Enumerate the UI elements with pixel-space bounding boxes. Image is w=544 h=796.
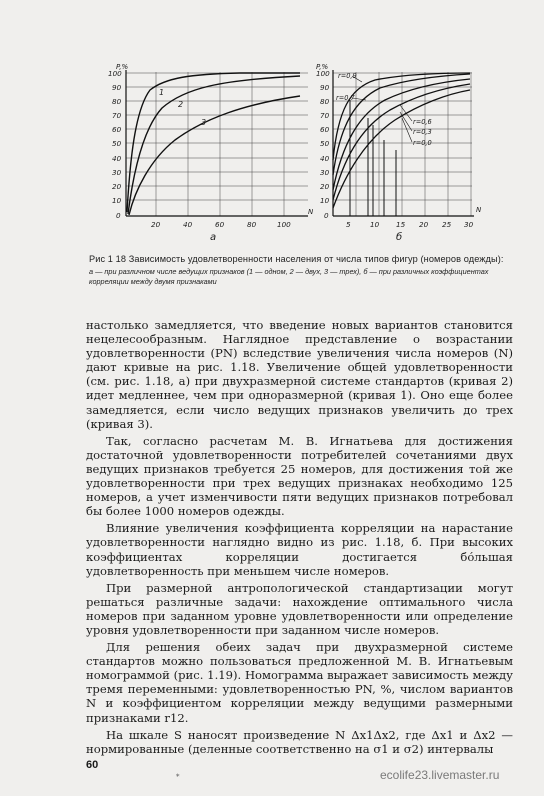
left-x-unit: N xyxy=(308,208,314,216)
left-curve-2 xyxy=(128,76,300,214)
right-y-ticks xyxy=(316,69,330,220)
print-mark: * xyxy=(176,773,180,781)
paragraph: Влияние увеличения коэффициента корреляции на нарастание удовлетворенности наглядно видно из рис. 1.18, б. При высоких коэффициентах корреляции достигается бо́льшая удовлетворенность при меньшем числе номеров. xyxy=(86,521,513,578)
left-y-unit: P,% xyxy=(116,63,129,71)
right-y-tick: 40 xyxy=(320,154,330,163)
left-y-tick: 50 xyxy=(112,139,122,148)
left-y-tick: 30 xyxy=(112,168,122,177)
body-text xyxy=(86,318,513,756)
paragraph: Для решения обеих задач при двухразмерной системе стандартов можно пользоваться предложенной М. В. Игнатьевым номограммой (рис. 1.19). Номограмма выражает зависимость между тремя переменными: удовлетворенностью PN, %, числом вариантов N и коэффициентом корреляции между ведущими размерными признаками r12. xyxy=(86,640,513,725)
paragraph: На шкале S наносят произведение N Δx1Δx2, где Δx1 и Δx2 — нормированные (деленные соответственно на σ1 и σ2) интервалы xyxy=(86,727,513,756)
left-panel-label: а xyxy=(210,232,217,243)
right-y-tick: 50 xyxy=(320,139,330,148)
left-y-tick: 10 xyxy=(112,196,122,205)
right-x-tick: 15 xyxy=(396,220,406,229)
right-y-tick: 30 xyxy=(320,168,330,177)
figure-1-18 xyxy=(0,0,544,250)
caption-legend: а — при различном числе ведущих признаков (1 — одном, 2 — двух, 3 — трех), б — при различных коэффициентах корреляции между двумя признаками xyxy=(89,267,489,286)
left-chart xyxy=(108,63,314,243)
left-x-tick: 100 xyxy=(277,220,291,229)
right-x-tick: 10 xyxy=(370,220,380,229)
right-x-ticks xyxy=(346,220,474,229)
right-x-tick: 5 xyxy=(346,220,351,229)
right-curve-label: r=0,0 xyxy=(413,139,432,147)
right-chart xyxy=(316,63,482,243)
left-y-tick: 0 xyxy=(116,211,121,220)
right-leaders xyxy=(352,76,412,142)
right-y-tick: 80 xyxy=(320,97,330,106)
left-y-tick: 70 xyxy=(112,111,122,120)
right-y-tick: 100 xyxy=(316,69,330,78)
right-y-tick: 60 xyxy=(320,125,330,134)
left-y-ticks xyxy=(108,69,122,220)
page-number: 60 xyxy=(86,759,99,771)
left-y-tick: 100 xyxy=(108,69,122,78)
left-y-tick: 80 xyxy=(112,97,122,106)
figure-caption xyxy=(89,254,509,286)
left-y-tick: 60 xyxy=(112,125,122,134)
left-x-tick: 80 xyxy=(247,220,257,229)
right-curve-label: r=0,3 xyxy=(413,128,432,136)
left-y-tick: 90 xyxy=(112,83,122,92)
left-x-ticks xyxy=(151,220,291,229)
left-x-tick: 40 xyxy=(183,220,193,229)
left-curve-1 xyxy=(127,73,300,212)
right-y-tick: 70 xyxy=(320,111,330,120)
left-x-tick: 20 xyxy=(151,220,161,229)
right-x-unit: N xyxy=(476,206,482,214)
right-y-tick: 0 xyxy=(324,211,329,220)
left-curve-3 xyxy=(129,96,300,215)
watermark: ecolife23.livemaster.ru xyxy=(380,768,500,782)
right-x-tick: 20 xyxy=(419,220,429,229)
left-curve-label-1: 1 xyxy=(159,88,165,97)
paragraph: Так, согласно расчетам М. В. Игнатьева для достижения достаточной удовлетворенности потребителей сочетаниями двух ведущих признаков требуется 25 номеров, для достижения той же удовлетворенности при трех ведущих признаках необходимо 125 номеров, а учет изменчивости пяти ведущих признаков потребовал бы более 1000 номеров одежды. xyxy=(86,433,513,519)
right-x-tick: 25 xyxy=(442,220,452,229)
caption-title: Рис 1 18 Зависимость удовлетворенности населения от числа типов фигур (номеров одежды): xyxy=(89,254,504,264)
right-panel-label: б xyxy=(396,232,403,243)
right-y-tick: 10 xyxy=(320,196,330,205)
right-curve-label: r=0,7 xyxy=(336,94,355,102)
paragraph: настолько замедляется, что введение новых вариантов становится нецелесообразным. Наглядное представление о возрастании удовлетворенности (PN) вследствие увеличения числа номеров (N) дают кривые на рис. 1.18. Увеличение общей удовлетворенности (см. рис. 1.18, а) при двухразмерной системе стандартов (кривая 2) идет медленнее, чем при одноразмерной (кривая 1). Оно еще более замедляется, если число ведущих признаков увеличить до трех (кривая 3). xyxy=(86,318,513,431)
right-x-tick: 30 xyxy=(464,220,474,229)
left-y-tick: 40 xyxy=(112,154,122,163)
right-curve-label: r=0,9 xyxy=(338,72,357,80)
paragraph: При размерной антропологической стандартизации могут решаться различные задачи: нахождение оптимального числа номеров при заданном уровне удовлетворенности или определение уровня удовлетворенности при заданном числе номеров. xyxy=(86,580,513,637)
left-x-tick: 60 xyxy=(215,220,225,229)
right-y-unit: P,% xyxy=(316,63,329,71)
right-y-tick: 90 xyxy=(320,83,330,92)
left-curve-label-2: 2 xyxy=(178,100,184,109)
left-curve-label-3: 3 xyxy=(201,118,207,127)
left-y-tick: 20 xyxy=(112,182,122,191)
right-curve-label: r=0,6 xyxy=(413,118,432,126)
left-grid xyxy=(126,72,308,216)
right-y-tick: 20 xyxy=(320,182,330,191)
right-curve-r07 xyxy=(333,74,470,175)
